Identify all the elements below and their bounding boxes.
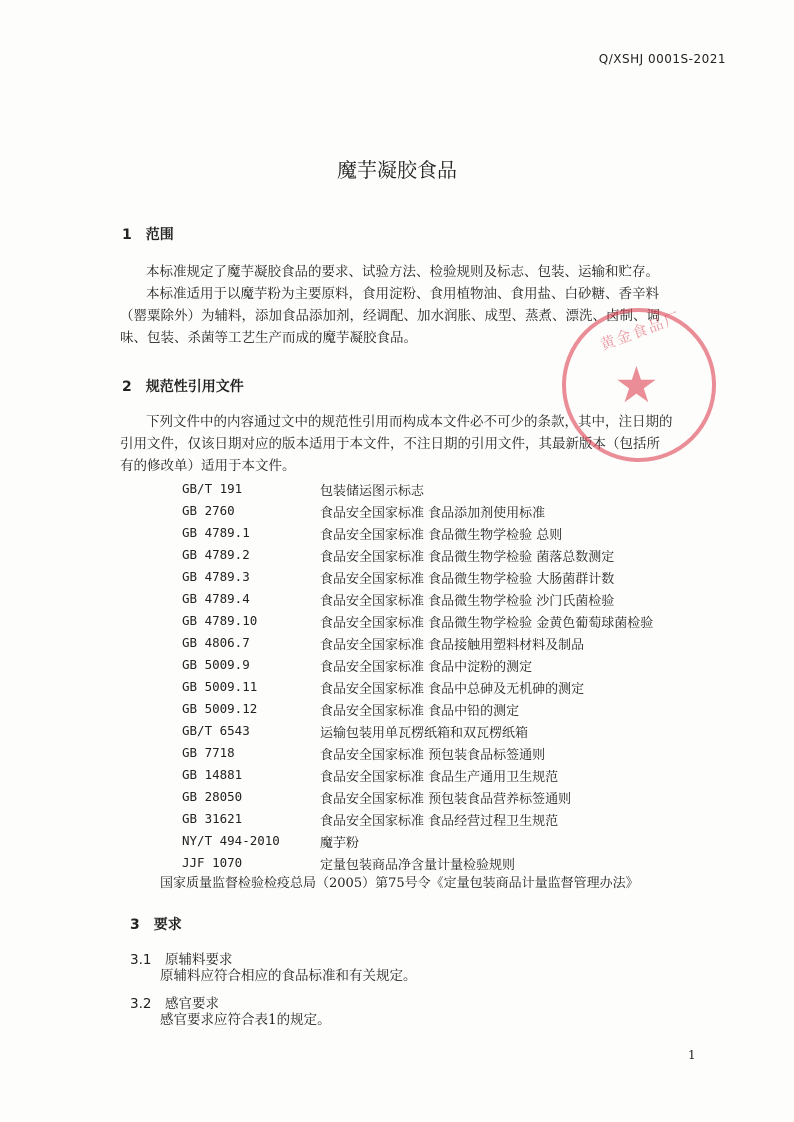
- reference-code: GB/T 191: [182, 481, 243, 496]
- seal-star-icon: ★: [614, 356, 659, 414]
- edge-seal-fragment: [768, 508, 794, 578]
- reference-code: GB 4806.7: [182, 635, 250, 650]
- reference-code: GB 4789.10: [182, 613, 258, 628]
- references-intro-line-1: 下列文件中的内容通过文中的规范性引用而构成本文件必不可少的条款，其中，注日期的: [146, 414, 673, 430]
- subsection-3-1-text: 原辅料应符合相应的食品标准和有关规定。: [160, 968, 417, 984]
- subsection-3-2-text: 感官要求应符合表1的规定。: [160, 1012, 331, 1028]
- reference-code: GB 4789.4: [182, 591, 250, 606]
- references-intro-line-3: 有的修改单）适用于本文件。: [120, 458, 296, 474]
- scope-paragraph-1: 本标准规定了魔芋凝胶食品的要求、试验方法、检验规则及标志、包装、运输和贮存。: [146, 264, 659, 280]
- reference-code: GB 2760: [182, 503, 235, 518]
- reference-title: 运输包装用单瓦楞纸箱和双瓦楞纸箱: [320, 726, 529, 741]
- reference-title: 食品安全国家标准 食品生产通用卫生规范: [320, 770, 559, 785]
- reference-title: 魔芋粉: [320, 836, 360, 851]
- reference-code: GB 5009.12: [182, 701, 258, 716]
- scope-paragraph-2-line-2: （罂粟除外）为辅料，添加食品添加剂，经调配、加水润胀、成型、蒸煮、漂洗、卤制、调: [120, 308, 660, 324]
- reference-title: 食品安全国家标准 食品微生物学检验 大肠菌群计数: [320, 572, 615, 587]
- references-intro-line-2: 引用文件，仅该日期对应的版本适用于本文件，不注日期的引用文件，其最新版本（包括所: [120, 436, 660, 452]
- decree-reference: 国家质量监督检验检疫总局（2005）第75号令《定量包装商品计量监督管理办法》: [160, 876, 639, 891]
- reference-code: JJF 1070: [182, 855, 243, 870]
- reference-code: GB 7718: [182, 745, 235, 760]
- reference-code: GB 28050: [182, 789, 243, 804]
- reference-title: 食品安全国家标准 食品经营过程卫生规范: [320, 814, 559, 829]
- section-3-heading: 3 要求: [130, 917, 182, 933]
- reference-title: 食品安全国家标准 食品微生物学检验 总则: [320, 528, 563, 543]
- document-title: 魔芋凝胶食品: [337, 158, 457, 182]
- scope-paragraph-2-line-3: 味、包装、杀菌等工艺生产而成的魔芋凝胶食品。: [120, 330, 417, 346]
- section-2-heading: 2 规范性引用文件: [122, 379, 244, 395]
- reference-title: 食品安全国家标准 食品中铅的测定: [320, 704, 520, 719]
- reference-code: GB 4789.2: [182, 547, 250, 562]
- subsection-3-1-heading: 3.1 原辅料要求: [130, 952, 233, 968]
- reference-title: 食品安全国家标准 食品微生物学检验 沙门氏菌检验: [320, 594, 615, 609]
- scope-paragraph-2-line-1: 本标准适用于以魔芋粉为主要原料，食用淀粉、食用植物油、食用盐、白砂糖、香辛料: [146, 286, 659, 302]
- reference-code: GB 4789.1: [182, 525, 250, 540]
- reference-title: 食品安全国家标准 食品中总砷及无机砷的测定: [320, 682, 585, 697]
- reference-title: 食品安全国家标准 食品接触用塑料材料及制品: [320, 638, 585, 653]
- reference-code: GB 14881: [182, 767, 243, 782]
- reference-title: 食品安全国家标准 食品微生物学检验 金黄色葡萄球菌检验: [320, 616, 654, 631]
- seal-text: 黄金食品厂: [597, 307, 684, 354]
- reference-code: NY/T 494-2010: [182, 833, 280, 848]
- reference-title: 食品安全国家标准 食品中淀粉的测定: [320, 660, 533, 675]
- reference-code: GB 5009.9: [182, 657, 250, 672]
- reference-code: GB 5009.11: [182, 679, 258, 694]
- section-1-heading: 1 范围: [122, 227, 174, 243]
- subsection-3-2-heading: 3.2 感官要求: [130, 996, 219, 1012]
- reference-code: GB/T 6543: [182, 723, 250, 738]
- reference-title: 定量包装商品净含量计量检验规则: [320, 858, 516, 873]
- reference-title: 食品安全国家标准 预包装食品标签通则: [320, 748, 546, 763]
- document-code: Q/XSHJ 0001S-2021: [598, 52, 726, 66]
- reference-code: GB 4789.3: [182, 569, 250, 584]
- reference-title: 包装储运图示标志: [320, 484, 425, 499]
- reference-code: GB 31621: [182, 811, 243, 826]
- reference-title: 食品安全国家标准 食品添加剂使用标准: [320, 506, 546, 521]
- reference-title: 食品安全国家标准 预包装食品营养标签通则: [320, 792, 572, 807]
- reference-title: 食品安全国家标准 食品微生物学检验 菌落总数测定: [320, 550, 615, 565]
- page-number: 1: [688, 1048, 696, 1062]
